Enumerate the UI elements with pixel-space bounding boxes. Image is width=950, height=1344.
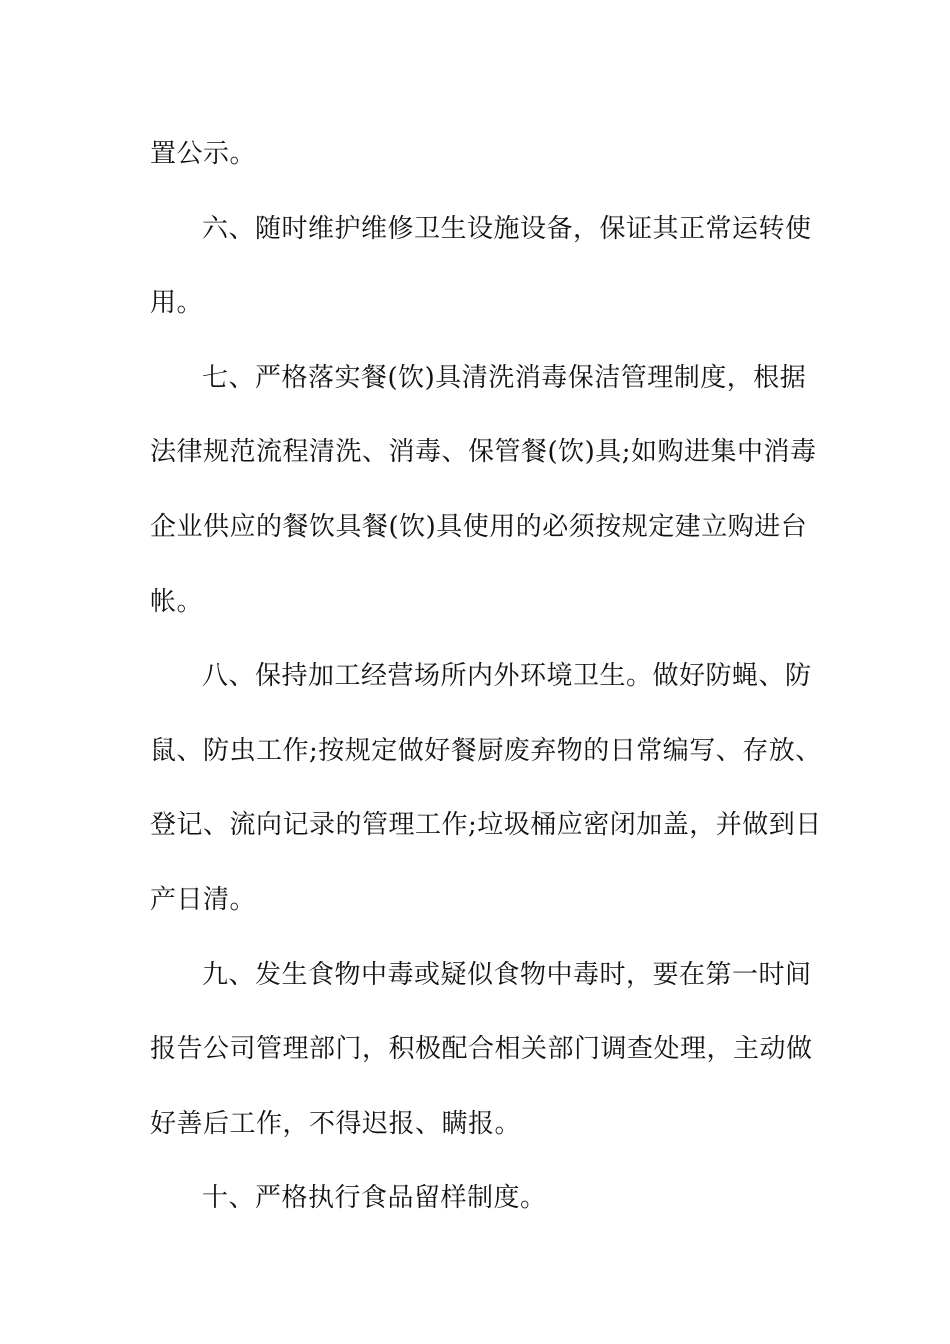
text-line: 九、发生食物中毒或疑似食物中毒时，要在第一时间 xyxy=(202,959,812,990)
text-line: 帐。 xyxy=(150,586,204,617)
paragraph-item-9 xyxy=(150,938,813,1162)
text-line: 六、随时维护维修卫生设施设备，保证其正常运转使 xyxy=(202,213,812,244)
text-line: 报告公司管理部门，积极配合相关部门调查处理，主动做 xyxy=(150,1034,813,1065)
text-line: 七、严格落实餐(饮)具清洗消毒保洁管理制度，根据 xyxy=(202,362,807,393)
paragraph-item-7 xyxy=(150,341,817,639)
text-line: 八、保持加工经营场所内外环境卫生。做好防蝇、防 xyxy=(202,661,812,692)
text-line: 法律规范流程清洗、消毒、保管餐(饮)具;如购进集中消毒 xyxy=(150,437,817,468)
text-line: 鼠、防虫工作;按规定做好餐厨废弃物的日常编写、存放、 xyxy=(150,735,822,766)
text-line: 十、严格执行食品留样制度。 xyxy=(202,1183,547,1214)
text-line: 企业供应的餐饮具餐(饮)具使用的必须按规定建立购进台 xyxy=(150,511,808,542)
paragraph-item-8 xyxy=(150,639,822,937)
paragraph-continuation xyxy=(150,117,802,192)
text-line: 产日清。 xyxy=(150,884,257,915)
paragraph-item-6 xyxy=(150,192,812,341)
text-line: 用。 xyxy=(150,288,204,319)
paragraph-item-10 xyxy=(150,1161,802,1236)
text-line: 登记、流向记录的管理工作;垃圾桶应密闭加盖，并做到日 xyxy=(150,810,822,841)
text-line: 好善后工作，不得迟报、瞒报。 xyxy=(150,1108,522,1139)
document-body xyxy=(150,117,822,1236)
text-line: 置公示。 xyxy=(150,139,257,169)
